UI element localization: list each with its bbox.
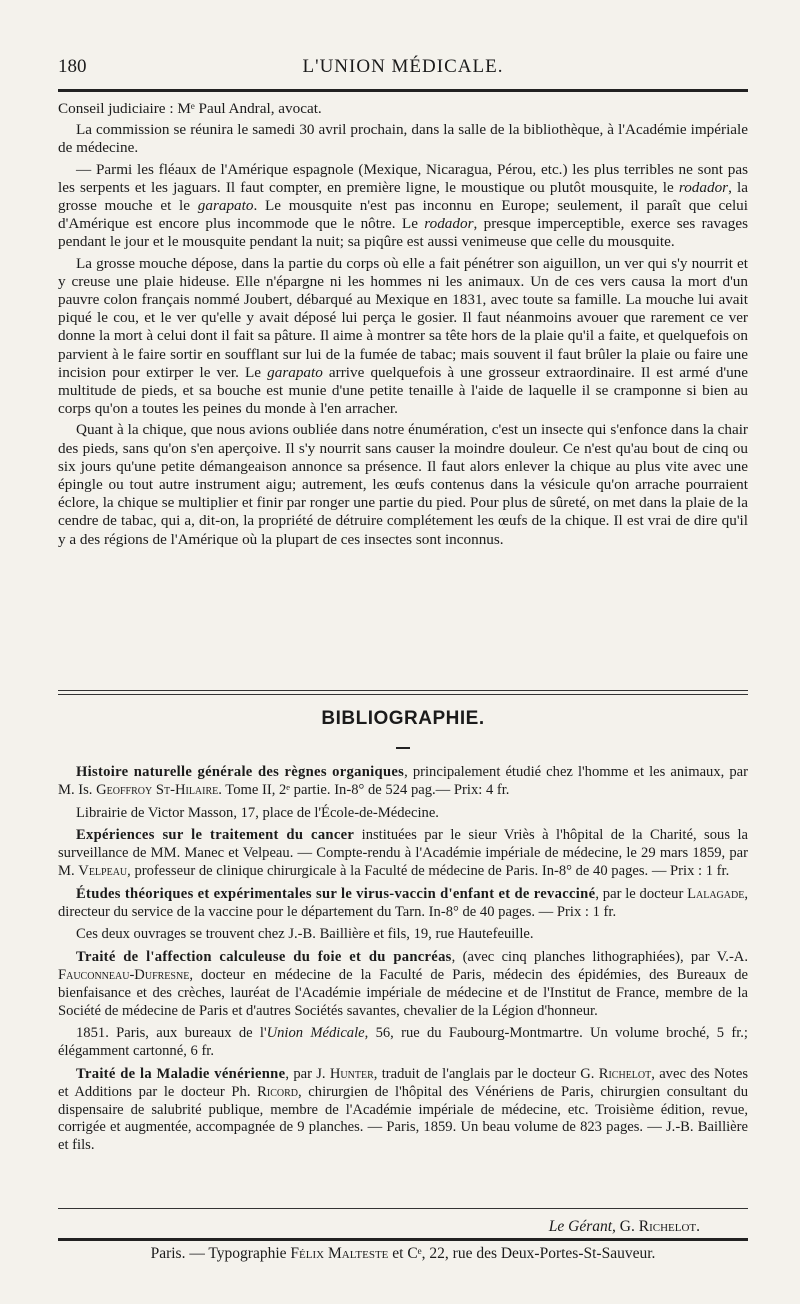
page-header [58,56,748,82]
bibliography-publisher: 1851. Paris, aux bureaux de l'Union Médicale, 56, rue du Faubourg-Montmartre. Un volume broché, 5 fr.; élégamment cartonné, 6 fr. [58,1025,748,1060]
footer-rule [58,1208,748,1209]
bibliography-entry: Traité de l'affection calculeuse du foie et du pancréas, (avec cinq planches lithographiées), par V.-A. Fauconneau-Dufresne, docteur en médecine de la Faculté de Paris, médecin des épidémies, des Bureaux de bienfaisance et des crèches, lauréat de l'Académie impériale de médecine et de l'Institut de France, membre de la Société de médecine de Paris et d'autres Sociétés savantes, chevalier de la Légion d'honneur. [58,949,748,1019]
gerant-signature: Le Gérant, G. Richelot. [548,1218,700,1235]
header-rule [58,89,748,92]
bibliography-entry: Histoire naturelle générale des règnes organiques, principalement étudié chez l'homme et les animaux, par M. Is. Geoffroy St-Hilaire. Tome II, 2ᵉ partie. In-8° de 524 pag.— Prix: 4 fr. [58,764,748,798]
section-divider [58,694,748,695]
page-number: 180 [58,56,87,77]
bibliography-entry: Études théoriques et expérimentales sur le virus-vaccin d'enfant et de revacciné, par le docteur Lalagade, directeur du service de la vaccine pour le département du Tarn. In-8° de 40 pages. — Prix : 1 fr. [58,885,748,920]
paragraph: — Parmi les fléaux de l'Amérique espagnole (Mexique, Nicaragua, Pérou, etc.) les plus terribles ne sont pas les serpents et les jaguars. Il faut compter, en première ligne, le moustique ou plutôt mousquite, le rodador, la grosse mouche et le garapato. Le mousquite n'est pas inconnu en Europe; seulement, il paraît que celui d'Amérique est encore plus incommode que le nôtre. Le rodador, presque imperceptible, exerce ses ravages pendant le jour et le mousquite pendant la nuit; sa piqûre est aussi venimeuse que celle du mousquite. [58,160,749,251]
title-dash [396,747,410,749]
bibliography-entry: Traité de la Maladie vénérienne, par J. Hunter, traduit de l'anglais par le docteur G. Richelot, avec des Notes et Additions par le docteur Ph. Ricord, chirurgien de l'hôpital des Vénériens de Paris, chirurgien consultant du dispensaire de salubrité publique, membre de l'Académie impériale de médecine, etc. Troisième édition, revue, corrigée et augmentée, accompagnée de 9 planches. — Paris, 1859. Un beau volume de 823 pages. — J.-B. Baillière et fils. [58,1065,748,1154]
bibliography-entry: Expériences sur le traitement du cancer instituées par le sieur Vriès à l'hôpital de la Charité, sous la surveillance de MM. Manec et Velpeau. — Compte-rendu à l'Académie impériale de médecine, le 29 mars 1859, par M. Velpeau, professeur de clinique chirurgicale à la Faculté de médecine de Paris. In-8° de 40 pages. — Prix : 1 fr. [58,827,749,879]
bibliography-list [58,764,748,1160]
paragraph: La grosse mouche dépose, dans la partie du corps où elle a fait pénétrer son aiguillon, un ver qui s'y nourrit et y creuse une plaie hideuse. Elle n'épargne ni les hommes ni les animaux. Un de ces vers causa la mort d'un pauvre colon français nommé Joubert, débarqué au Mexique en 1831, avec toute sa famille. La mouche lui avait piqué le cou, et le ver qu'elle y avait déposé lui perça le gosier. Il faut néanmoins avouer que rarement ce ver donne la mort à celui dont il fait sa pâture. Il aime à montrer sa tête hors de la plaie qu'il a faite, et quelquefois on parvient à le faire sortir en soufflant sur lui de la fumée de tabac; mais souvent il faut brûler la plaie ou faire une incision pour extirper le ver. Le garapato arrive quelquefois à une grosseur extraordinaire. Il est armé d'une multitude de pieds, et sa bouche est munie d'une petite tenaille à l'aide de laquelle il se cramponne si bien au corps qu'on a toutes les peines du monde à l'en arracher. [58,254,749,418]
section-title: BIBLIOGRAPHIE. [321,708,485,729]
newspaper-page [58,0,748,1304]
paragraph: La commission se réunira le samedi 30 avril prochain, dans la salle de la bibliothèque, à l'Académie impériale de médecine. [58,121,748,157]
bibliography-note: Ces deux ouvrages se trouvent chez J.-B. Baillière et fils, 19, rue Hautefeuille. [76,926,534,943]
bibliography-publisher: Librairie de Victor Masson, 17, place de l'École-de-Médecine. [76,804,439,821]
section-divider [58,690,748,691]
imprint-rule [58,1238,748,1241]
paragraph: Quant à la chique, que nous avions oubliée dans notre énumération, c'est un insecte qui s'enfonce dans la chair des pieds, sans qu'on s'en aperçoive. Il s'y nourrit sans causer la moindre douleur. Ce n'est qu'au bout de cinq ou six jours qu'une petite démangeaison annonce sa présence. Il faut alors enlever la chique au plus vite avec une épingle ou tout autre instrument aigu; autrement, les œufs contenus dans la vésicule qu'on arrache pourraient éclore, la chique se multiplier et finir par ronger une partie du pied. Pour plus de sûreté, on met dans la plaie de la cendre de tabac, qui a, dit-on, la propriété de détruire complétement les œufs de la chique. Il est vrai de dire qu'il y a des régions de l'Amérique où la plupart de ces insectes sont inconnus. [58,421,748,548]
printer-imprint: Paris. — Typographie Félix Malteste et Cᵉ, 22, rue des Deux-Portes-St-Sauveur. [150,1245,656,1262]
running-title: L'UNION MÉDICALE. [302,56,504,77]
news-column [58,100,748,552]
paragraph: Conseil judiciaire : Mᵉ Paul Andral, avocat. [58,100,322,117]
